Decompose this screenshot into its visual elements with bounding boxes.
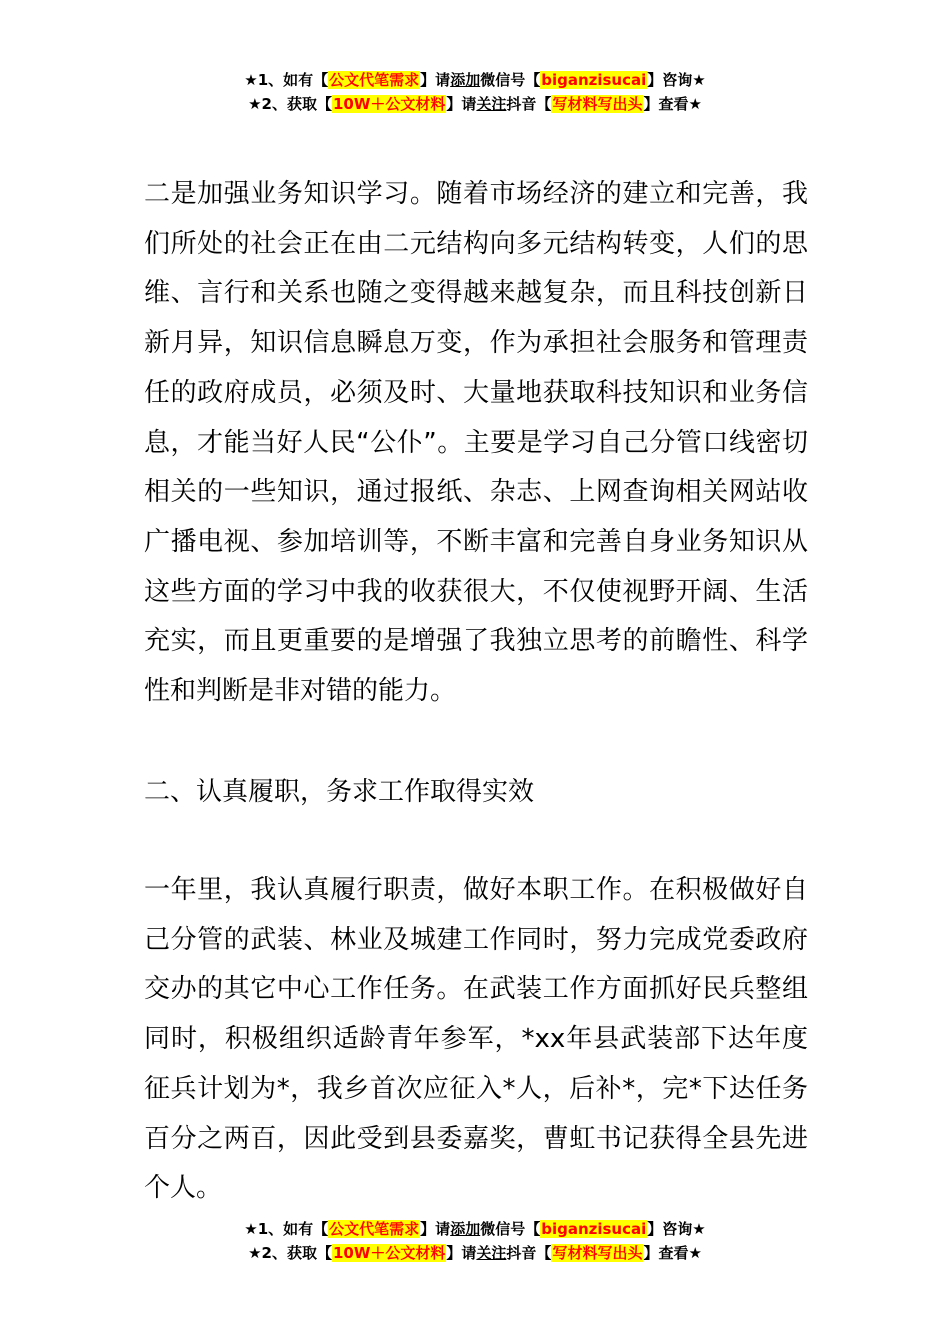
banner-text: 抖音【: [506, 95, 552, 113]
star-icon: ★: [244, 1220, 258, 1238]
star-icon: ★: [244, 71, 258, 89]
banner-text: 】请: [420, 1220, 451, 1238]
paragraph-study: [144, 170, 808, 717]
heading-text: 二、认真履职，务求工作取得实效: [144, 777, 535, 807]
paragraph-text: 一年里，我认真履行职责，做好本职工作。在积极做好自己分管的武装、林业及城建工作同时，努力完成党委政府交办的其它中心工作任务。在武装工作方面抓好民兵整组同时，积极组织适龄青年参军，*xx年县武装部下达年度征兵计划为*，我乡首次应征入*人，后补*，完*下达任务百分之两百，因此受到县委嘉奖，曹虹书记获得全县先进个人。: [144, 875, 808, 1204]
banner-text: 】请: [420, 71, 451, 89]
highlight-wechat-id: biganzisucai: [541, 71, 647, 89]
underline-text: 添加: [450, 71, 481, 89]
highlight-douyin-id: 写材料写出头: [552, 95, 643, 113]
section-heading: [144, 768, 808, 818]
banner-text: 微信号【: [480, 71, 541, 89]
star-icon: ★: [248, 95, 262, 113]
banner-line-2: [0, 92, 950, 116]
highlight-service: 公文代笔需求: [329, 1220, 420, 1238]
paragraph-text: 二是加强业务知识学习。随着市场经济的建立和完善，我们所处的社会正在由二元结构向多元结构转变，人们的思维、言行和关系也随之变得越来越复杂，而且科技创新日新月异，知识信息瞬息万变，作为承担社会服务和管理责任的政府成员，必须及时、大量地获取科技知识和业务信息，才能当好人民“公仆”。主要是学习自己分管口线密切相关的一些知识，通过报纸、杂志、上网查询相关网站收广播电视、参加培训等，不断丰富和完善自身业务知识从这些方面的学习中我的收获很大，不仅使视野开阔、生活充实，而且更重要的是增强了我独立思考的前瞻性、科学性和判断是非对错的能力。: [144, 179, 808, 707]
paragraph-duties: [144, 866, 808, 1214]
underline-text: 关注: [476, 95, 507, 113]
banner-text: 】咨询★: [647, 71, 706, 89]
banner-line-1: [0, 68, 950, 92]
highlight-douyin-id: 写材料写出头: [552, 1244, 643, 1262]
highlight-service: 公文代笔需求: [329, 71, 420, 89]
underline-text: 添加: [450, 1220, 481, 1238]
highlight-wechat-id: biganzisucai: [541, 1220, 647, 1238]
banner-text: 】请: [446, 95, 477, 113]
banner-text: 】查看★: [643, 1244, 702, 1262]
banner-line-1: [0, 1217, 950, 1241]
banner-text: 】咨询★: [647, 1220, 706, 1238]
highlight-materials: 10W＋公文材料: [332, 1244, 446, 1262]
banner-line-2: [0, 1241, 950, 1265]
banner-text: 1、如有【: [257, 1220, 329, 1238]
star-icon: ★: [248, 1244, 262, 1262]
banner-text: 】查看★: [643, 95, 702, 113]
header-banner: [0, 68, 950, 116]
banner-text: 抖音【: [506, 1244, 552, 1262]
banner-text: 2、获取【: [261, 1244, 332, 1262]
banner-text: 1、如有【: [257, 71, 329, 89]
highlight-materials: 10W＋公文材料: [332, 95, 446, 113]
banner-text: 2、获取【: [261, 95, 332, 113]
banner-text: 微信号【: [480, 1220, 541, 1238]
footer-banner: [0, 1217, 950, 1265]
underline-text: 关注: [476, 1244, 507, 1262]
banner-text: 】请: [446, 1244, 477, 1262]
